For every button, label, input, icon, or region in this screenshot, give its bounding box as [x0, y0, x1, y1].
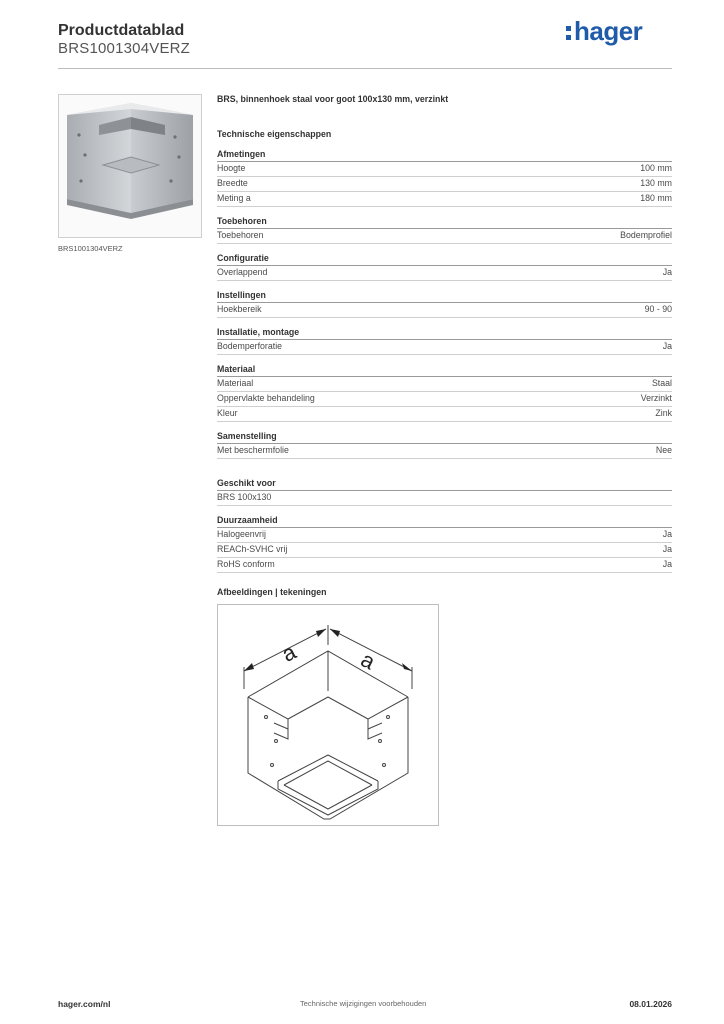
- group-title: Samenstelling: [217, 431, 672, 444]
- group-title: Configuratie: [217, 253, 672, 266]
- corner-piece-photo-icon: [59, 95, 201, 237]
- content-column: [217, 94, 672, 826]
- spec-group-installatie: [217, 327, 672, 355]
- spec-group-configuratie: [217, 253, 672, 281]
- spec-row: [217, 340, 672, 355]
- logo-dots-icon: [566, 22, 572, 42]
- product-photo: [58, 94, 202, 238]
- spec-label: BRS 100x130: [217, 492, 272, 502]
- spec-label: Meting a: [217, 193, 251, 203]
- spec-label: Overlappend: [217, 267, 268, 277]
- tech-properties-heading: Technische eigenschappen: [217, 129, 332, 139]
- spec-label: Kleur: [217, 408, 238, 418]
- spec-value: 90 - 90: [644, 304, 672, 314]
- suitable-for-section: [217, 478, 672, 506]
- spec-row: [217, 377, 672, 392]
- spec-groups: [217, 149, 672, 459]
- group-title: Duurzaamheid: [217, 515, 672, 528]
- drawings-heading: Afbeeldingen | tekeningen: [217, 587, 327, 597]
- spec-value: Ja: [662, 544, 672, 554]
- spec-label: REACh-SVHC vrij: [217, 544, 288, 554]
- spec-value: Zink: [655, 408, 672, 418]
- spec-label: Bodemperforatie: [217, 341, 283, 351]
- header-divider: [58, 68, 672, 69]
- spec-row: [217, 407, 672, 422]
- spec-row: [217, 192, 672, 207]
- spec-label: Halogeenvrij: [217, 529, 266, 539]
- corner-line-drawing-icon: [218, 605, 438, 825]
- spec-row: [217, 543, 672, 558]
- spec-group-afmetingen: [217, 149, 672, 207]
- spec-row: [217, 558, 672, 573]
- group-title: Geschikt voor: [217, 478, 672, 491]
- spec-value: Verzinkt: [640, 393, 672, 403]
- spec-value: Ja: [662, 559, 672, 569]
- dimension-label-right: a: [357, 646, 380, 675]
- footer-notice: Technische wijzigingen voorbehouden: [300, 999, 427, 1008]
- spec-group-instellingen: [217, 290, 672, 318]
- spec-value: 100 mm: [640, 163, 672, 173]
- spec-label: Toebehoren: [217, 230, 264, 240]
- spec-row: [217, 491, 672, 506]
- spec-value: Ja: [662, 267, 672, 277]
- footer-date: 08.01.2026: [629, 999, 672, 1009]
- product-description: BRS, binnenhoek staal voor goot 100x130 mm, verzinkt: [217, 94, 449, 104]
- spec-group-materiaal: [217, 364, 672, 422]
- group-title: Afmetingen: [217, 149, 672, 162]
- spec-value: Staal: [651, 378, 672, 388]
- spec-value: Bodemprofiel: [620, 230, 672, 240]
- product-code: BRS1001304VERZ: [58, 40, 191, 57]
- hager-logo[interactable]: [566, 16, 642, 47]
- spec-value: Ja: [662, 529, 672, 539]
- spec-value: 180 mm: [640, 193, 672, 203]
- sustainability-section: [217, 515, 672, 573]
- footer-website-link[interactable]: hager.com/nl: [58, 999, 111, 1009]
- logo-text: hager: [574, 16, 643, 46]
- document-title: Productdatablad: [58, 22, 185, 39]
- spec-label: Oppervlakte behandeling: [217, 393, 315, 403]
- spec-row: [217, 177, 672, 192]
- spec-row: [217, 392, 672, 407]
- spec-label: RoHS conform: [217, 559, 275, 569]
- spec-row: [217, 229, 672, 244]
- spec-group-samenstelling: [217, 431, 672, 459]
- spec-label: Materiaal: [217, 378, 254, 388]
- photo-caption: BRS1001304VERZ: [58, 244, 123, 253]
- spec-row: [217, 444, 672, 459]
- spec-group-toebehoren: [217, 216, 672, 244]
- spec-value: 130 mm: [640, 178, 672, 188]
- spec-label: Met beschermfolie: [217, 445, 289, 455]
- spec-row: [217, 266, 672, 281]
- spec-row: [217, 303, 672, 318]
- spec-label: Breedte: [217, 178, 248, 188]
- spec-value: Ja: [662, 341, 672, 351]
- spec-label: Hoekbereik: [217, 304, 262, 314]
- spec-row: [217, 162, 672, 177]
- spec-value: Nee: [655, 445, 672, 455]
- spec-row: [217, 528, 672, 543]
- group-title: Toebehoren: [217, 216, 672, 229]
- spec-label: Hoogte: [217, 163, 246, 173]
- group-title: Materiaal: [217, 364, 672, 377]
- dimension-label-left: a: [277, 638, 300, 667]
- group-title: Installatie, montage: [217, 327, 672, 340]
- group-title: Instellingen: [217, 290, 672, 303]
- technical-drawing: [217, 604, 439, 826]
